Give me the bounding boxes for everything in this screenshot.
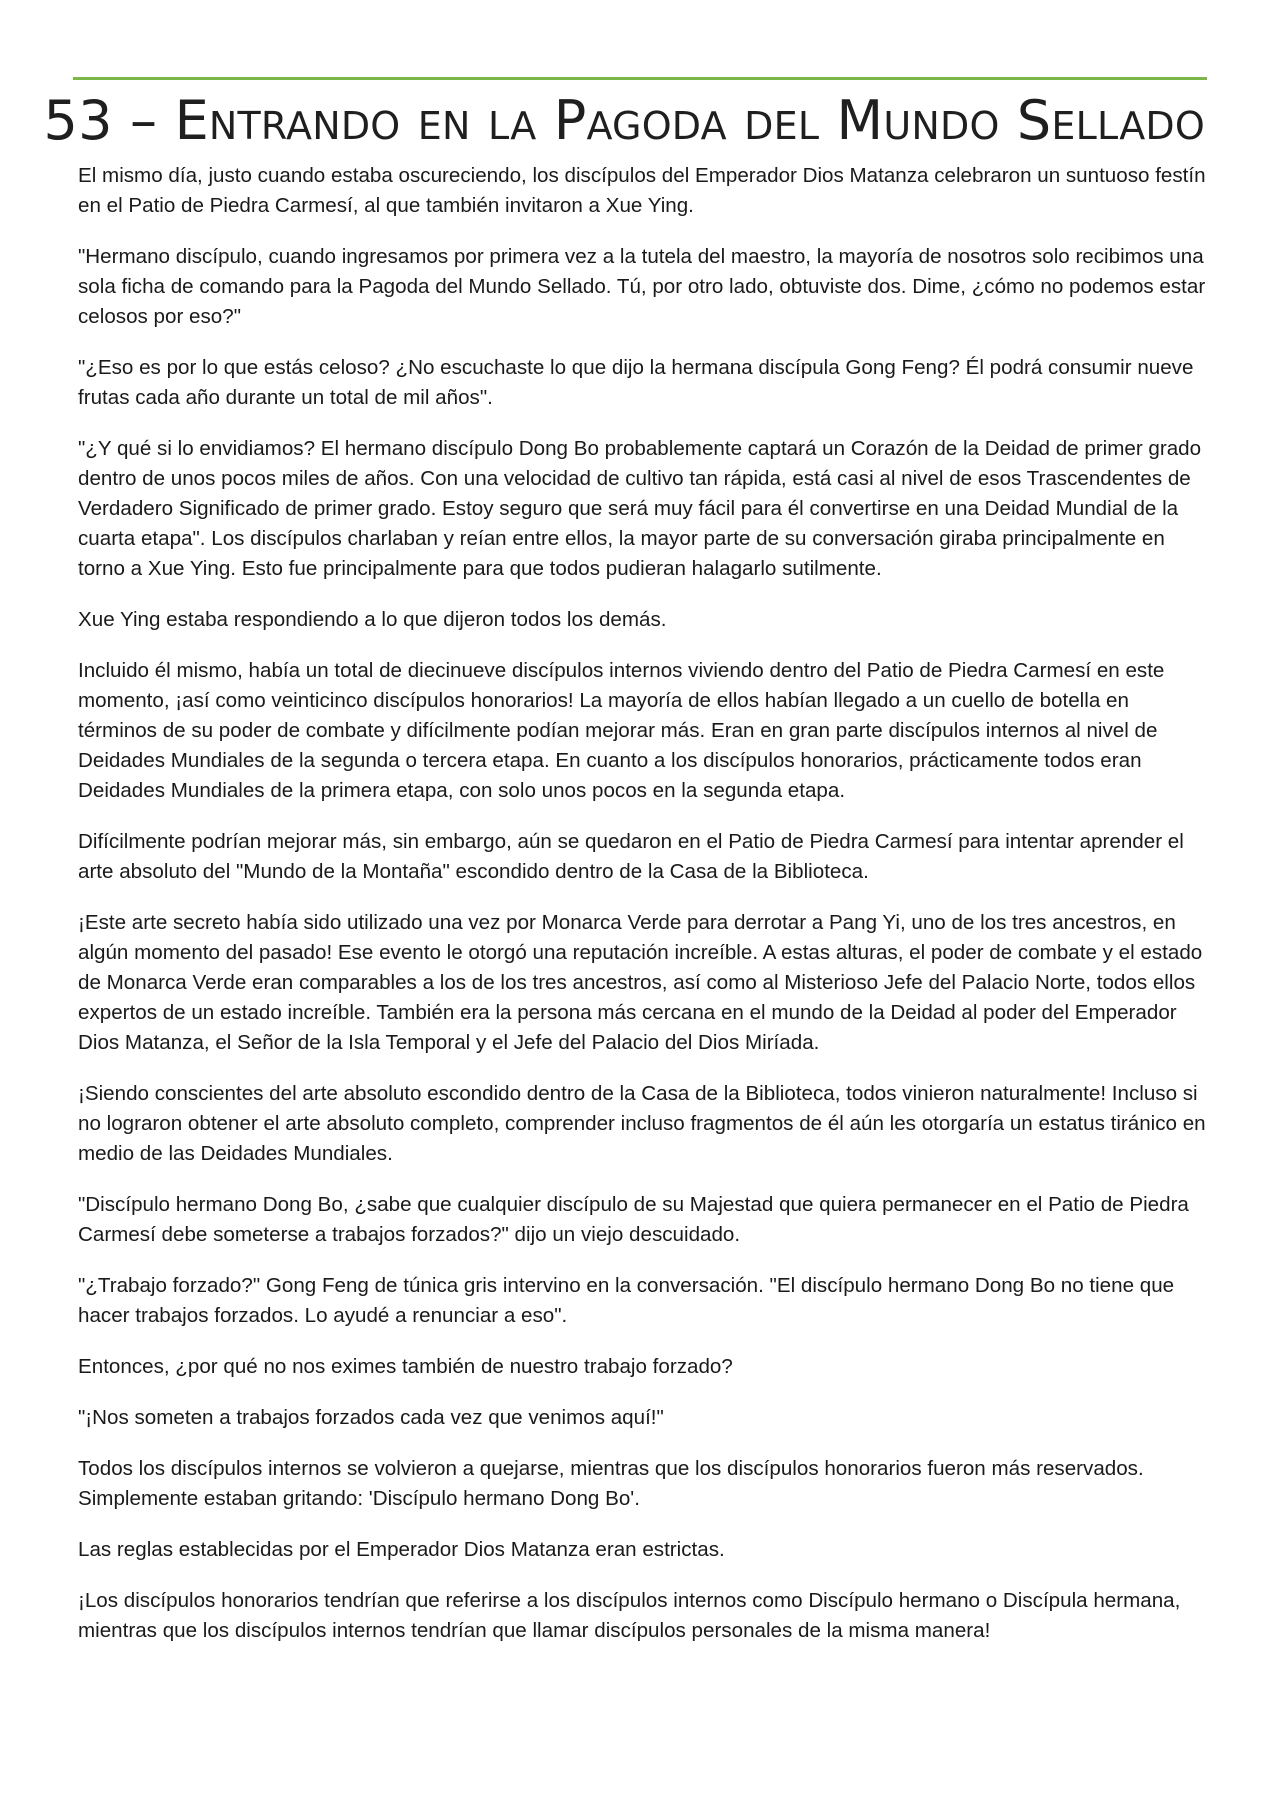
paragraph: El mismo día, justo cuando estaba oscureciendo, los discípulos del Emperador Dios Matanza celebraron un suntuoso festín en el Patio de Piedra Carmesí, al que también invitaron a Xue Ying. — [78, 164, 1206, 217]
chapter-title: 53 – Entrando en la Pagoda del Mundo Sellado — [43, 89, 1205, 152]
paragraph: "¿Y qué si lo envidiamos? El hermano discípulo Dong Bo probablemente captará un Corazón de la Deidad de primer grado dentro de unos pocos miles de años. Con una velocidad de cultivo tan rápida, está casi al nivel de esos Trascendentes de Verdadero Significado de primer grado. Estoy seguro que será muy fácil para él convertirse en una Deidad Mundial de la cuarta etapa". Los discípulos charlaban y reían entre ellos, la mayor parte de su conversación giraba principalmente en torno a Xue Ying. Esto fue principalmente para que todos pudieran halagarlo sutilmente. — [78, 437, 1202, 580]
paragraph: Incluido él mismo, había un total de diecinueve discípulos internos viviendo dentro del Patio de Piedra Carmesí en este momento, ¡así como veinticinco discípulos honorarios! La mayoría de ellos habían llegado a un cuello de botella en términos de su poder de combate y difícilmente podían mejorar más. Eran en gran parte discípulos internos al nivel de Deidades Mundiales de la segunda o tercera etapa. En cuanto a los discípulos honorarios, prácticamente todos eran Deidades Mundiales de la primera etapa, con solo unos pocos en la segunda etapa. — [78, 659, 1165, 802]
paragraph: Entonces, ¿por qué no nos eximes también de nuestro trabajo forzado? — [78, 1355, 733, 1378]
paragraph: ¡Siendo conscientes del arte absoluto escondido dentro de la Casa de la Biblioteca, todos vinieron naturalmente! Incluso si no lograron obtener el arte absoluto completo, comprender incluso fragmentos de él aún les otorgaría un estatus tiránico en medio de las Deidades Mundiales. — [78, 1082, 1206, 1165]
title-rule — [73, 77, 1207, 80]
paragraph: Todos los discípulos internos se volvieron a quejarse, mientras que los discípulos honorarios fueron más reservados. Simplemente estaban gritando: 'Discípulo hermano Dong Bo'. — [78, 1457, 1144, 1510]
paragraph: Xue Ying estaba respondiendo a lo que dijeron todos los demás. — [78, 608, 667, 631]
paragraph: "¡Nos someten a trabajos forzados cada vez que venimos aquí!" — [78, 1406, 664, 1429]
paragraph: "Hermano discípulo, cuando ingresamos por primera vez a la tutela del maestro, la mayoría de nosotros solo recibimos una sola ficha de comando para la Pagoda del Mundo Sellado. Tú, por otro lado, obtuviste dos. Dime, ¿cómo no podemos estar celosos por eso?" — [78, 245, 1206, 328]
paragraph: Las reglas establecidas por el Emperador Dios Matanza eran estrictas. — [78, 1538, 725, 1561]
chapter-body — [78, 161, 1206, 1667]
paragraph: Difícilmente podrían mejorar más, sin embargo, aún se quedaron en el Patio de Piedra Carmesí para intentar aprender el arte absoluto del "Mundo de la Montaña" escondido dentro de la Casa de la Biblioteca. — [78, 830, 1184, 883]
paragraph: ¡Este arte secreto había sido utilizado una vez por Monarca Verde para derrotar a Pang Yi, uno de los tres ancestros, en algún momento del pasado! Ese evento le otorgó una reputación increíble. A estas alturas, el poder de combate y el estado de Monarca Verde eran comparables a los de los tres ancestros, así como al Misterioso Jefe del Palacio Norte, todos ellos expertos de un estado increíble. También era la persona más cercana en el mundo de la Deidad al poder del Emperador Dios Matanza, el Señor de la Isla Temporal y el Jefe del Palacio del Dios Miríada. — [78, 911, 1203, 1054]
paragraph: ¡Los discípulos honorarios tendrían que referirse a los discípulos internos como Discípulo hermano o Discípula hermana, mientras que los discípulos internos tendrían que llamar discípulos personales de la misma manera! — [78, 1589, 1181, 1642]
paragraph: "¿Eso es por lo que estás celoso? ¿No escuchaste lo que dijo la hermana discípula Gong Feng? Él podrá consumir nueve frutas cada año durante un total de mil años". — [78, 356, 1194, 409]
paragraph: "¿Trabajo forzado?" Gong Feng de túnica gris intervino en la conversación. "El discípulo hermano Dong Bo no tiene que hacer trabajos forzados. Lo ayudé a renunciar a eso". — [78, 1274, 1175, 1327]
paragraph: "Discípulo hermano Dong Bo, ¿sabe que cualquier discípulo de su Majestad que quiera permanecer en el Patio de Piedra Carmesí debe someterse a trabajos forzados?" dijo un viejo descuidado. — [78, 1193, 1189, 1246]
